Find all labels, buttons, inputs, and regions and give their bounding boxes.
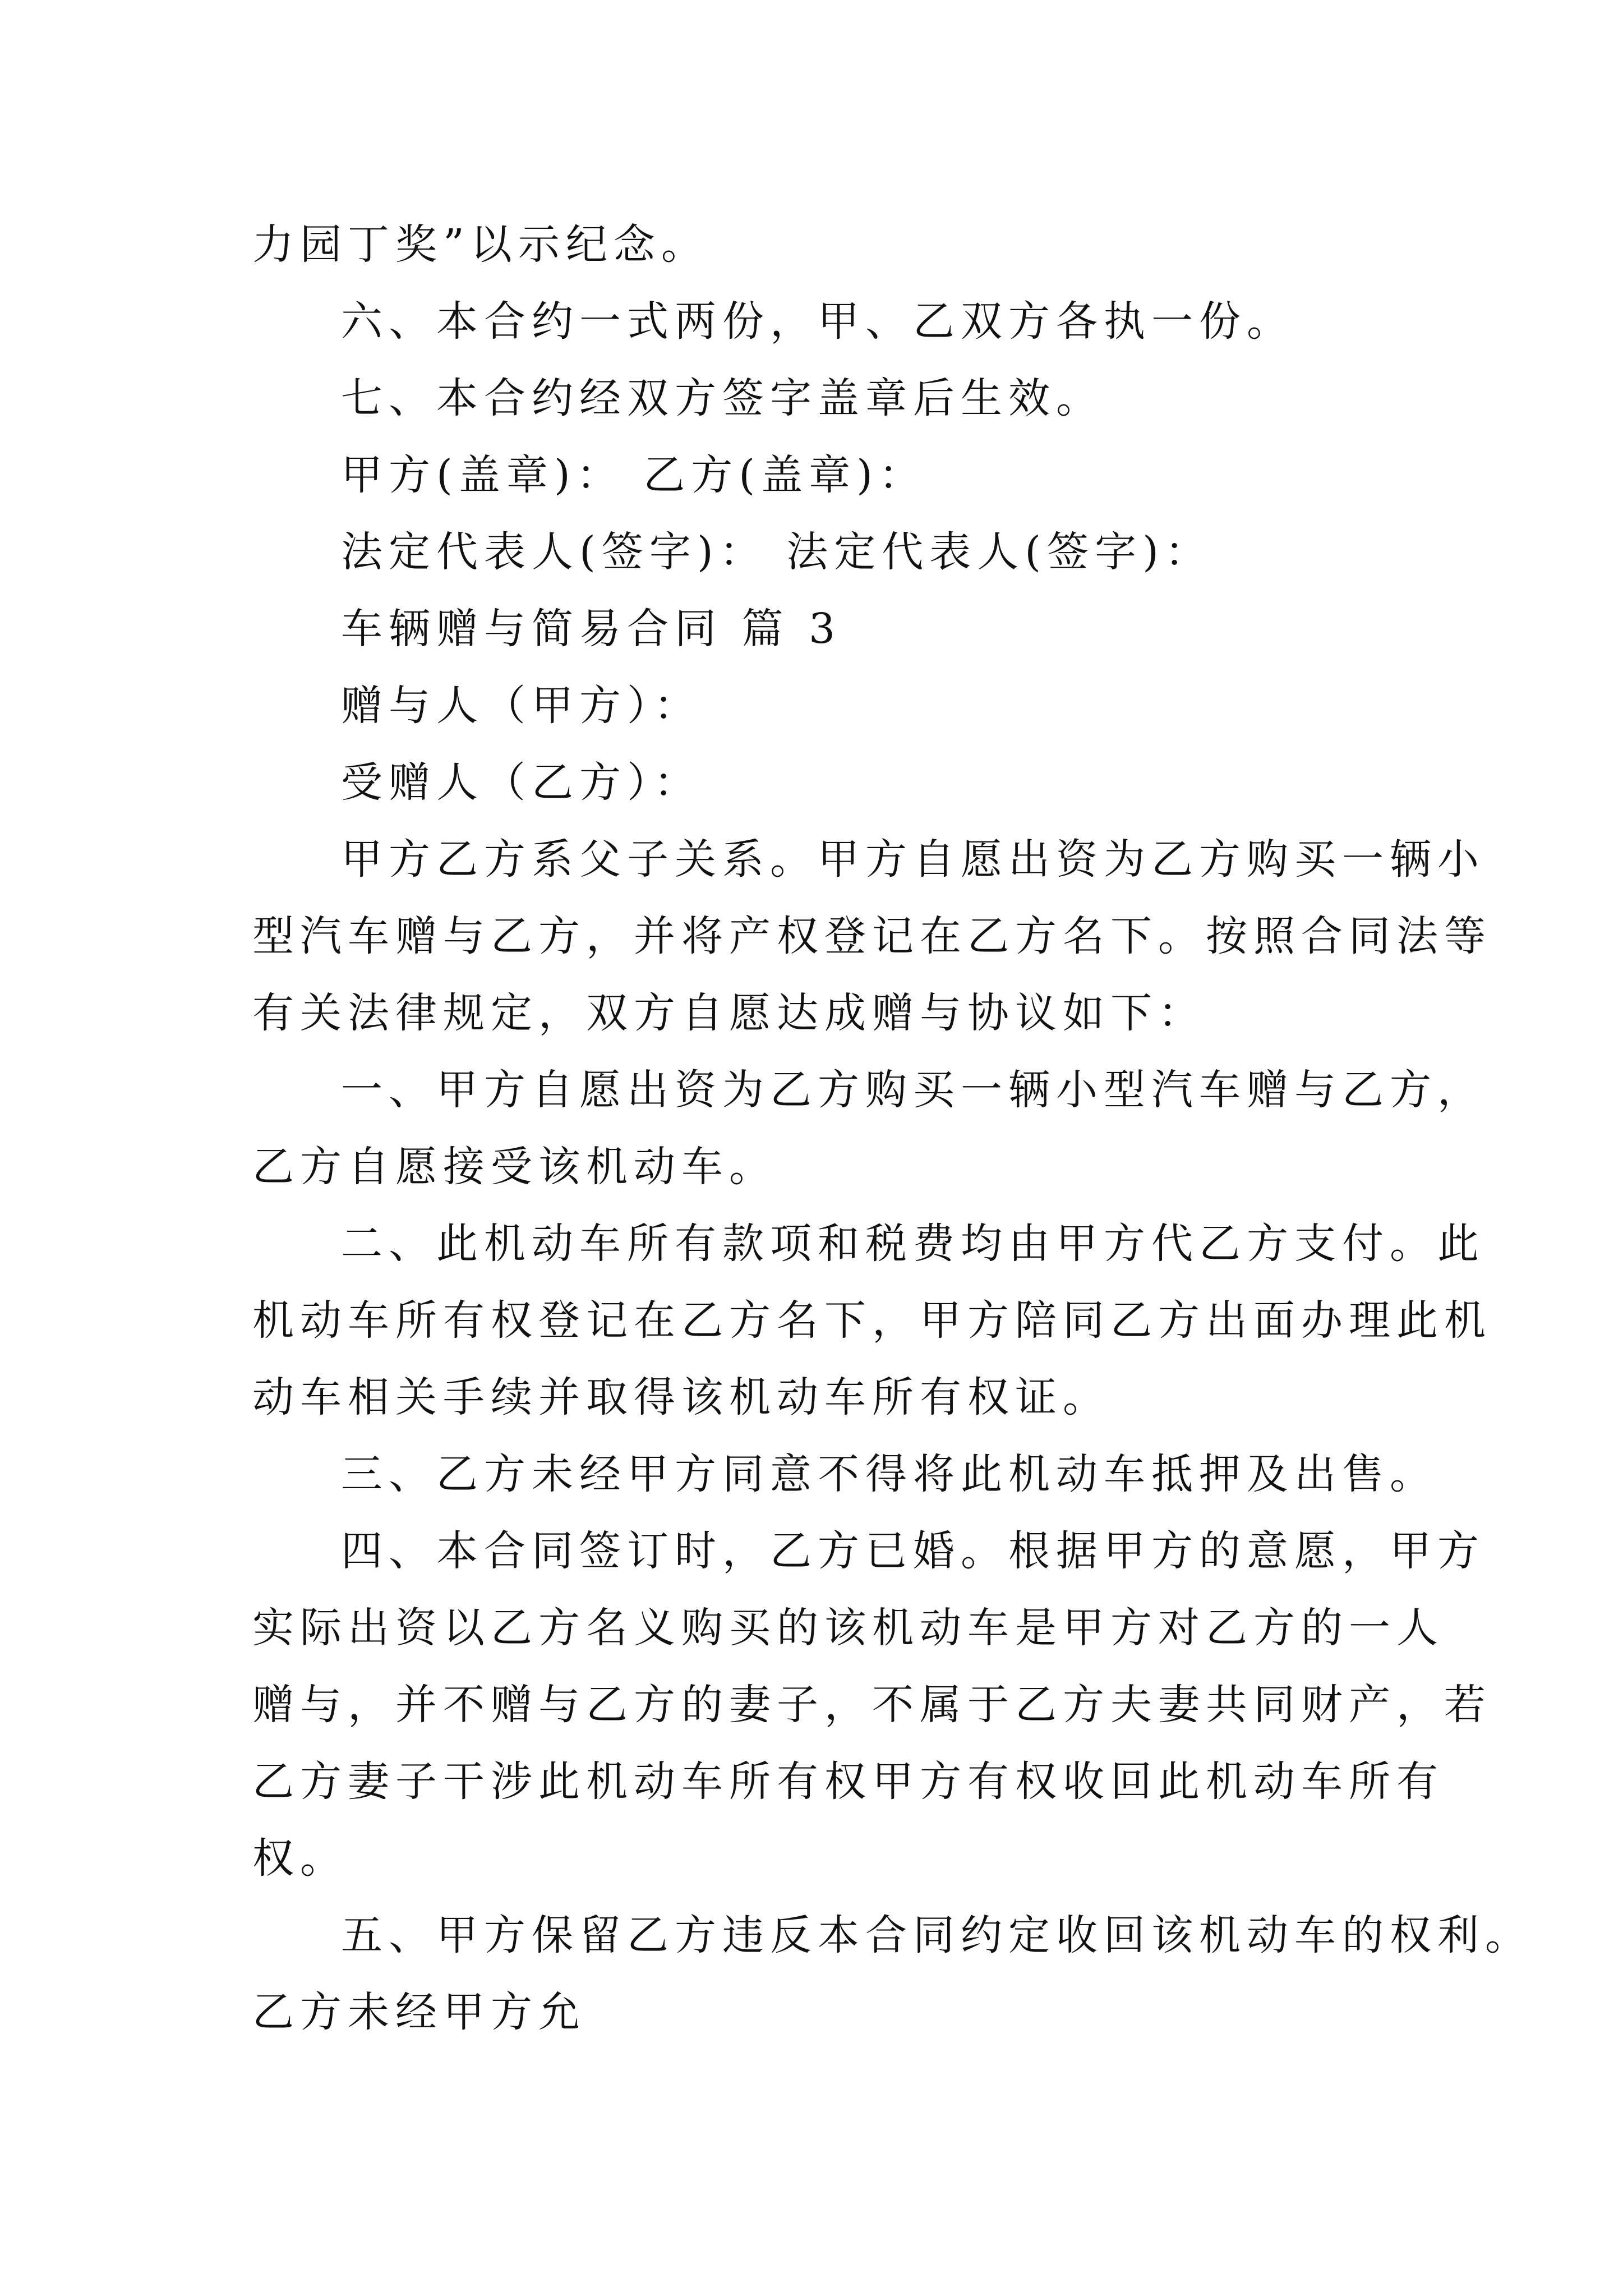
text-line: 乙方妻子干涉此机动车所有权甲方有权收回此机动车所有 — [252, 1757, 1444, 1806]
text-line: 受赠人（乙方）： — [341, 758, 702, 807]
text-line: 六、本合约一式两份，甲、乙双方各执一份。 — [341, 297, 1294, 346]
text-line: 动车相关手续并取得该机动车所有权证。 — [252, 1373, 1110, 1421]
text-line: 甲方乙方系父子关系。甲方自愿出资为乙方购买一辆小 — [341, 835, 1485, 884]
text-line: 权。 — [252, 1834, 348, 1883]
text-line: 七、本合约经双方签字盖章后生效。 — [341, 374, 1104, 422]
text-line: 四、本合同签订时，乙方已婚。根据甲方的意愿，甲方 — [341, 1527, 1485, 1575]
text-line: 赠与，并不赠与乙方的妻子，不属于乙方夫妻共同财产，若 — [252, 1681, 1492, 1729]
text-line: 力园丁奖”以示纪念。 — [252, 220, 709, 269]
text-line: 机动车所有权登记在乙方名下，甲方陪同乙方出面办理此机 — [252, 1296, 1492, 1345]
text-line: 型汽车赠与乙方，并将产权登记在乙方名下。按照合同法等 — [252, 912, 1492, 960]
text-line: 乙方未经甲方允 — [252, 1988, 586, 2036]
text-line: 三、乙方未经甲方同意不得将此机动车抵押及出售。 — [341, 1450, 1437, 1498]
section-heading: 车辆赠与简易合同 篇 3 — [341, 605, 842, 653]
text-line: 一、甲方自愿出资为乙方购买一辆小型汽车赠与乙方， — [341, 1066, 1485, 1114]
text-line: 有关法律规定，双方自愿达成赠与协议如下： — [252, 989, 1206, 1037]
text-line: 甲方(盖章)： 乙方(盖章)： — [341, 451, 927, 499]
text-line: 赠与人（甲方）： — [341, 682, 702, 730]
text-line: 五、甲方保留乙方违反本合同约定收回该机动车的权利。 — [341, 1911, 1533, 1959]
document-body — [252, 206, 1533, 2051]
text-line: 二、此机动车所有款项和税费均由甲方代乙方支付。此 — [341, 1220, 1485, 1268]
text-line: 法定代表人(签字)： 法定代表人(签字)： — [341, 528, 1213, 576]
text-line: 实际出资以乙方名义购买的该机动车是甲方对乙方的一人 — [252, 1604, 1444, 1652]
text-line: 乙方自愿接受该机动车。 — [252, 1143, 777, 1191]
